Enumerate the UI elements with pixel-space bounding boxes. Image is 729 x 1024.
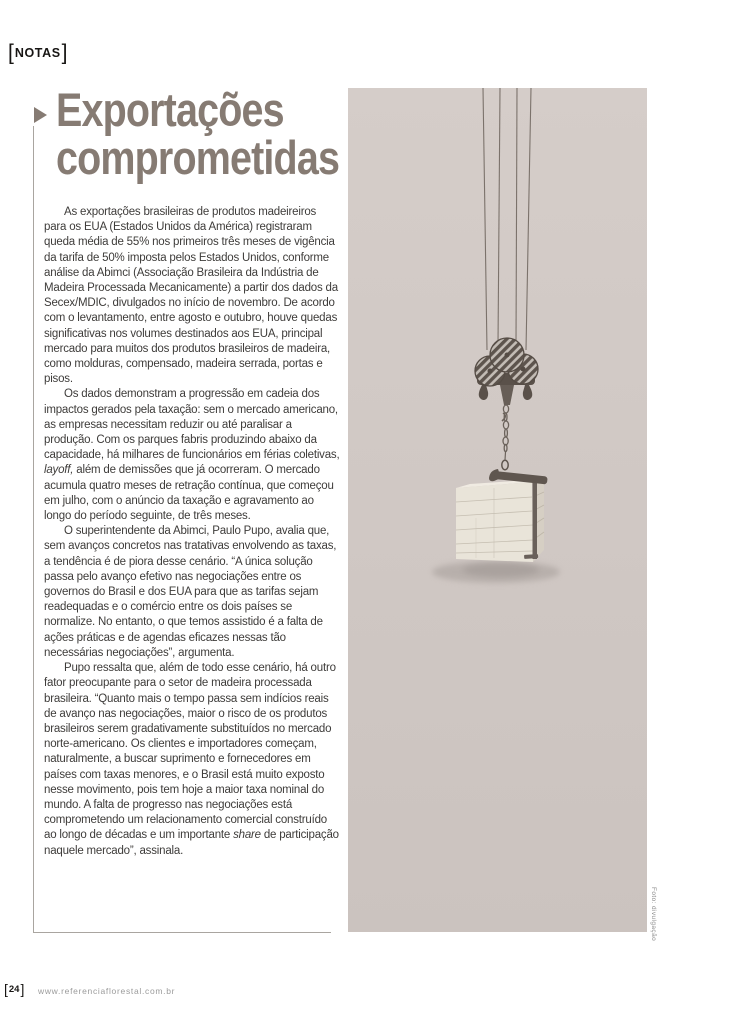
article-title [56,83,340,184]
column-rule-left [33,126,34,933]
title-triangle-icon [34,107,47,123]
paragraph: Pupo ressalta que, além de todo esse cenário, há outro fator preocupante para o setor de madeira processada brasileira. “Quanto mais o tempo passa sem indícios reais de avanço nas negociações, maior o risco de os produtos brasileiros serem gradativamente substituídos no mercado norte-americano. Os clientes e importadores começam, naturalmente, a buscar suprimento e fornecedores em países com taxas menores, e o Brasil está muito exposto nesse movimento, pois tem hoje a maior taxa nominal do mundo. A falta de progresso nas negociações está comprometendo um relacionamento comercial construído ao longo de décadas e um importante share de participação naquele mercado”, assinala. [44,662,339,857]
paragraph: Os dados demonstram a progressão em cadeia dos impactos gerados pela taxação: sem o mercado americano, as empresas necessitam reduzir ou até paralisar a produção. Com os parques fabris produzindo abaixo da capacidade, há milhares de funcionários em férias coletivas, layoff, além de demissões que já ocorreram. O mercado acumula quatro meses de retração contínua, que começou em julho, com o anúncio da taxação e agravamento ao longo do período seguinte, de três meses. [44,388,340,523]
paragraph: As exportações brasileiras de produtos madeireiros para os EUA (Estados Unidos da América) registraram queda média de 55% nos primeiros três meses de vigência da tarifa de 50% imposta pelos Estados Unidos, conforme análise da Abimci (Associação Brasileira da Indústria de Madeira Processada Mecanicamente) a partir dos dados da Secex/MDIC, divulgados no início de novembro. De acordo com o levantamento, entre agosto e outubro, houve quedas significativas nos volumes destinados aos EUA, principal mercado para muitos dos produtos brasileiros de madeira, como molduras, compensado, madeira serrada, portas e pisos. [44,206,338,386]
bracket-open: [ [4,981,8,997]
page-number-value: 24 [8,983,20,995]
page-number [4,982,24,996]
bracket-open: [ [8,40,14,65]
article-photo [348,88,647,932]
paragraph: O superintendente da Abimci, Paulo Pupo, avalia que, sem avanços concretos nas tratativas envolvendo as taxas, a tendência é de piora desse cenário. “A única solução passa pelo avanço efetivo nas negociações entre os governos do Brasil e dos EUA para que as tarifas sejam readequadas e o comércio entre os dois países se normalize. No entanto, o que temos assistido é a falta de ações práticas e de agendas eficazes nessas tão necessárias negociações”, argumenta. [44,525,337,659]
bracket-close: ] [20,981,25,997]
section-label [8,42,68,63]
section-label-text: NOTAS [14,45,61,60]
article-body [44,205,340,859]
crane-lifting-lumber-illustration [348,88,647,932]
article-title-line2: comprometidas [56,131,340,184]
website-url: www.referenciaflorestal.com.br [38,986,176,996]
photo-credit: Foto: divulgação [650,887,657,942]
column-rule-bottom [33,932,331,933]
bracket-close: ] [61,40,68,65]
article-title-line1: Exportações [56,83,284,136]
